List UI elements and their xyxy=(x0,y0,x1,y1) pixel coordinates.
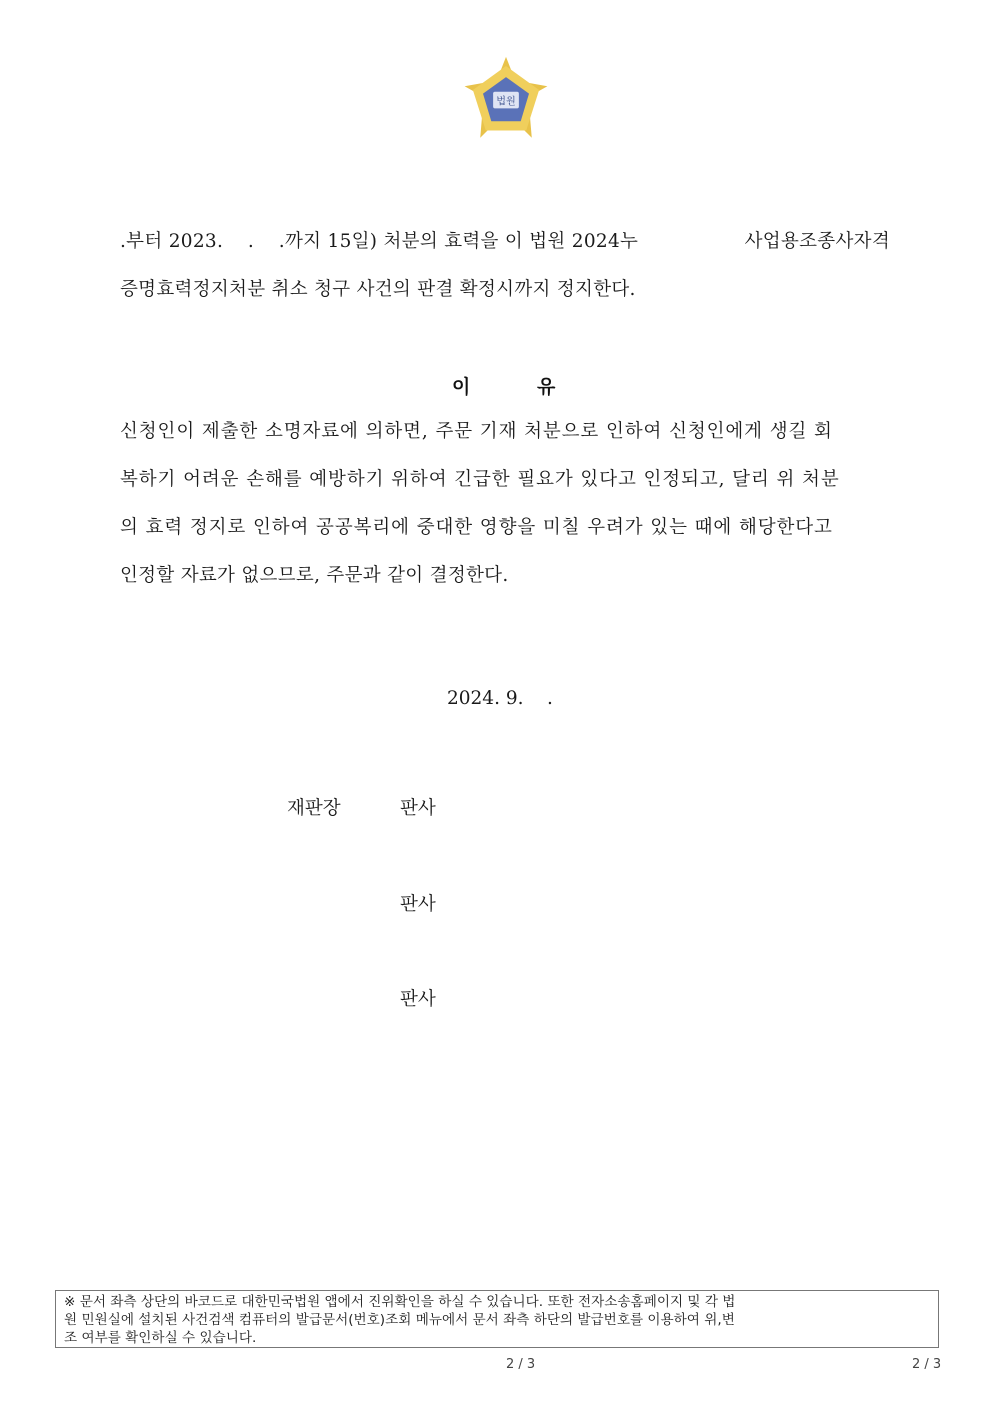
notice-line-1: ※ 문서 좌측 상단의 바코드로 대한민국법원 앱에서 진위확인을 하실 수 있습니다. 또한 전자소송홈페이지 및 각 법 xyxy=(64,1294,736,1310)
judge-title-1: 판사 xyxy=(400,798,436,819)
notice-line-3: 조 여부를 확인하실 수 있습니다. xyxy=(64,1330,257,1346)
court-seal-logo xyxy=(460,55,552,147)
reason-line-4: 인정할 자료가 없으므로, 주문과 같이 결정한다. xyxy=(120,565,509,586)
page-number-right: 2 / 3 xyxy=(912,1357,942,1372)
seal-text: 법원 xyxy=(496,96,516,108)
notice-line-2: 원 민원실에 설치된 사건검색 컴퓨터의 발급문서(번호)조회 메뉴에서 문서 좌측 하단의 발급번호를 이용하여 위,변 xyxy=(64,1312,735,1328)
verification-notice-box xyxy=(55,1290,939,1348)
order-line-1-right: 사업용조종사자격 xyxy=(744,231,890,252)
reason-line-1: 신청인이 제출한 소명자료에 의하면, 주문 기재 처분으로 인하여 신청인에게 생길 회 xyxy=(120,421,833,442)
reason-line-3: 의 효력 정지로 인하여 공공복리에 중대한 영향을 미칠 우려가 있는 때에 해당한다고 xyxy=(120,517,833,538)
order-line-1 xyxy=(120,230,890,254)
judge-title-3: 판사 xyxy=(400,989,436,1010)
judge-title-2: 판사 xyxy=(400,894,436,915)
reason-line-2: 복하기 어려운 손해를 예방하기 위하여 긴급한 필요가 있다고 인정되고, 달리 위 처분 xyxy=(120,469,840,490)
reason-heading-char-2: 유 xyxy=(537,376,556,398)
order-line-2: 증명효력정지처분 취소 청구 사건의 판결 확정시까지 정지한다. xyxy=(120,279,636,300)
order-line-1-left: .부터 2023. . .까지 15일) 처분의 효력을 이 법원 2024누 xyxy=(120,231,639,252)
page-number-center: 2 / 3 xyxy=(506,1357,536,1372)
reason-heading-char-1: 이 xyxy=(452,376,471,398)
decision-date: 2024. 9. . xyxy=(447,688,553,709)
chief-judge-title: 재판장 xyxy=(287,798,341,819)
